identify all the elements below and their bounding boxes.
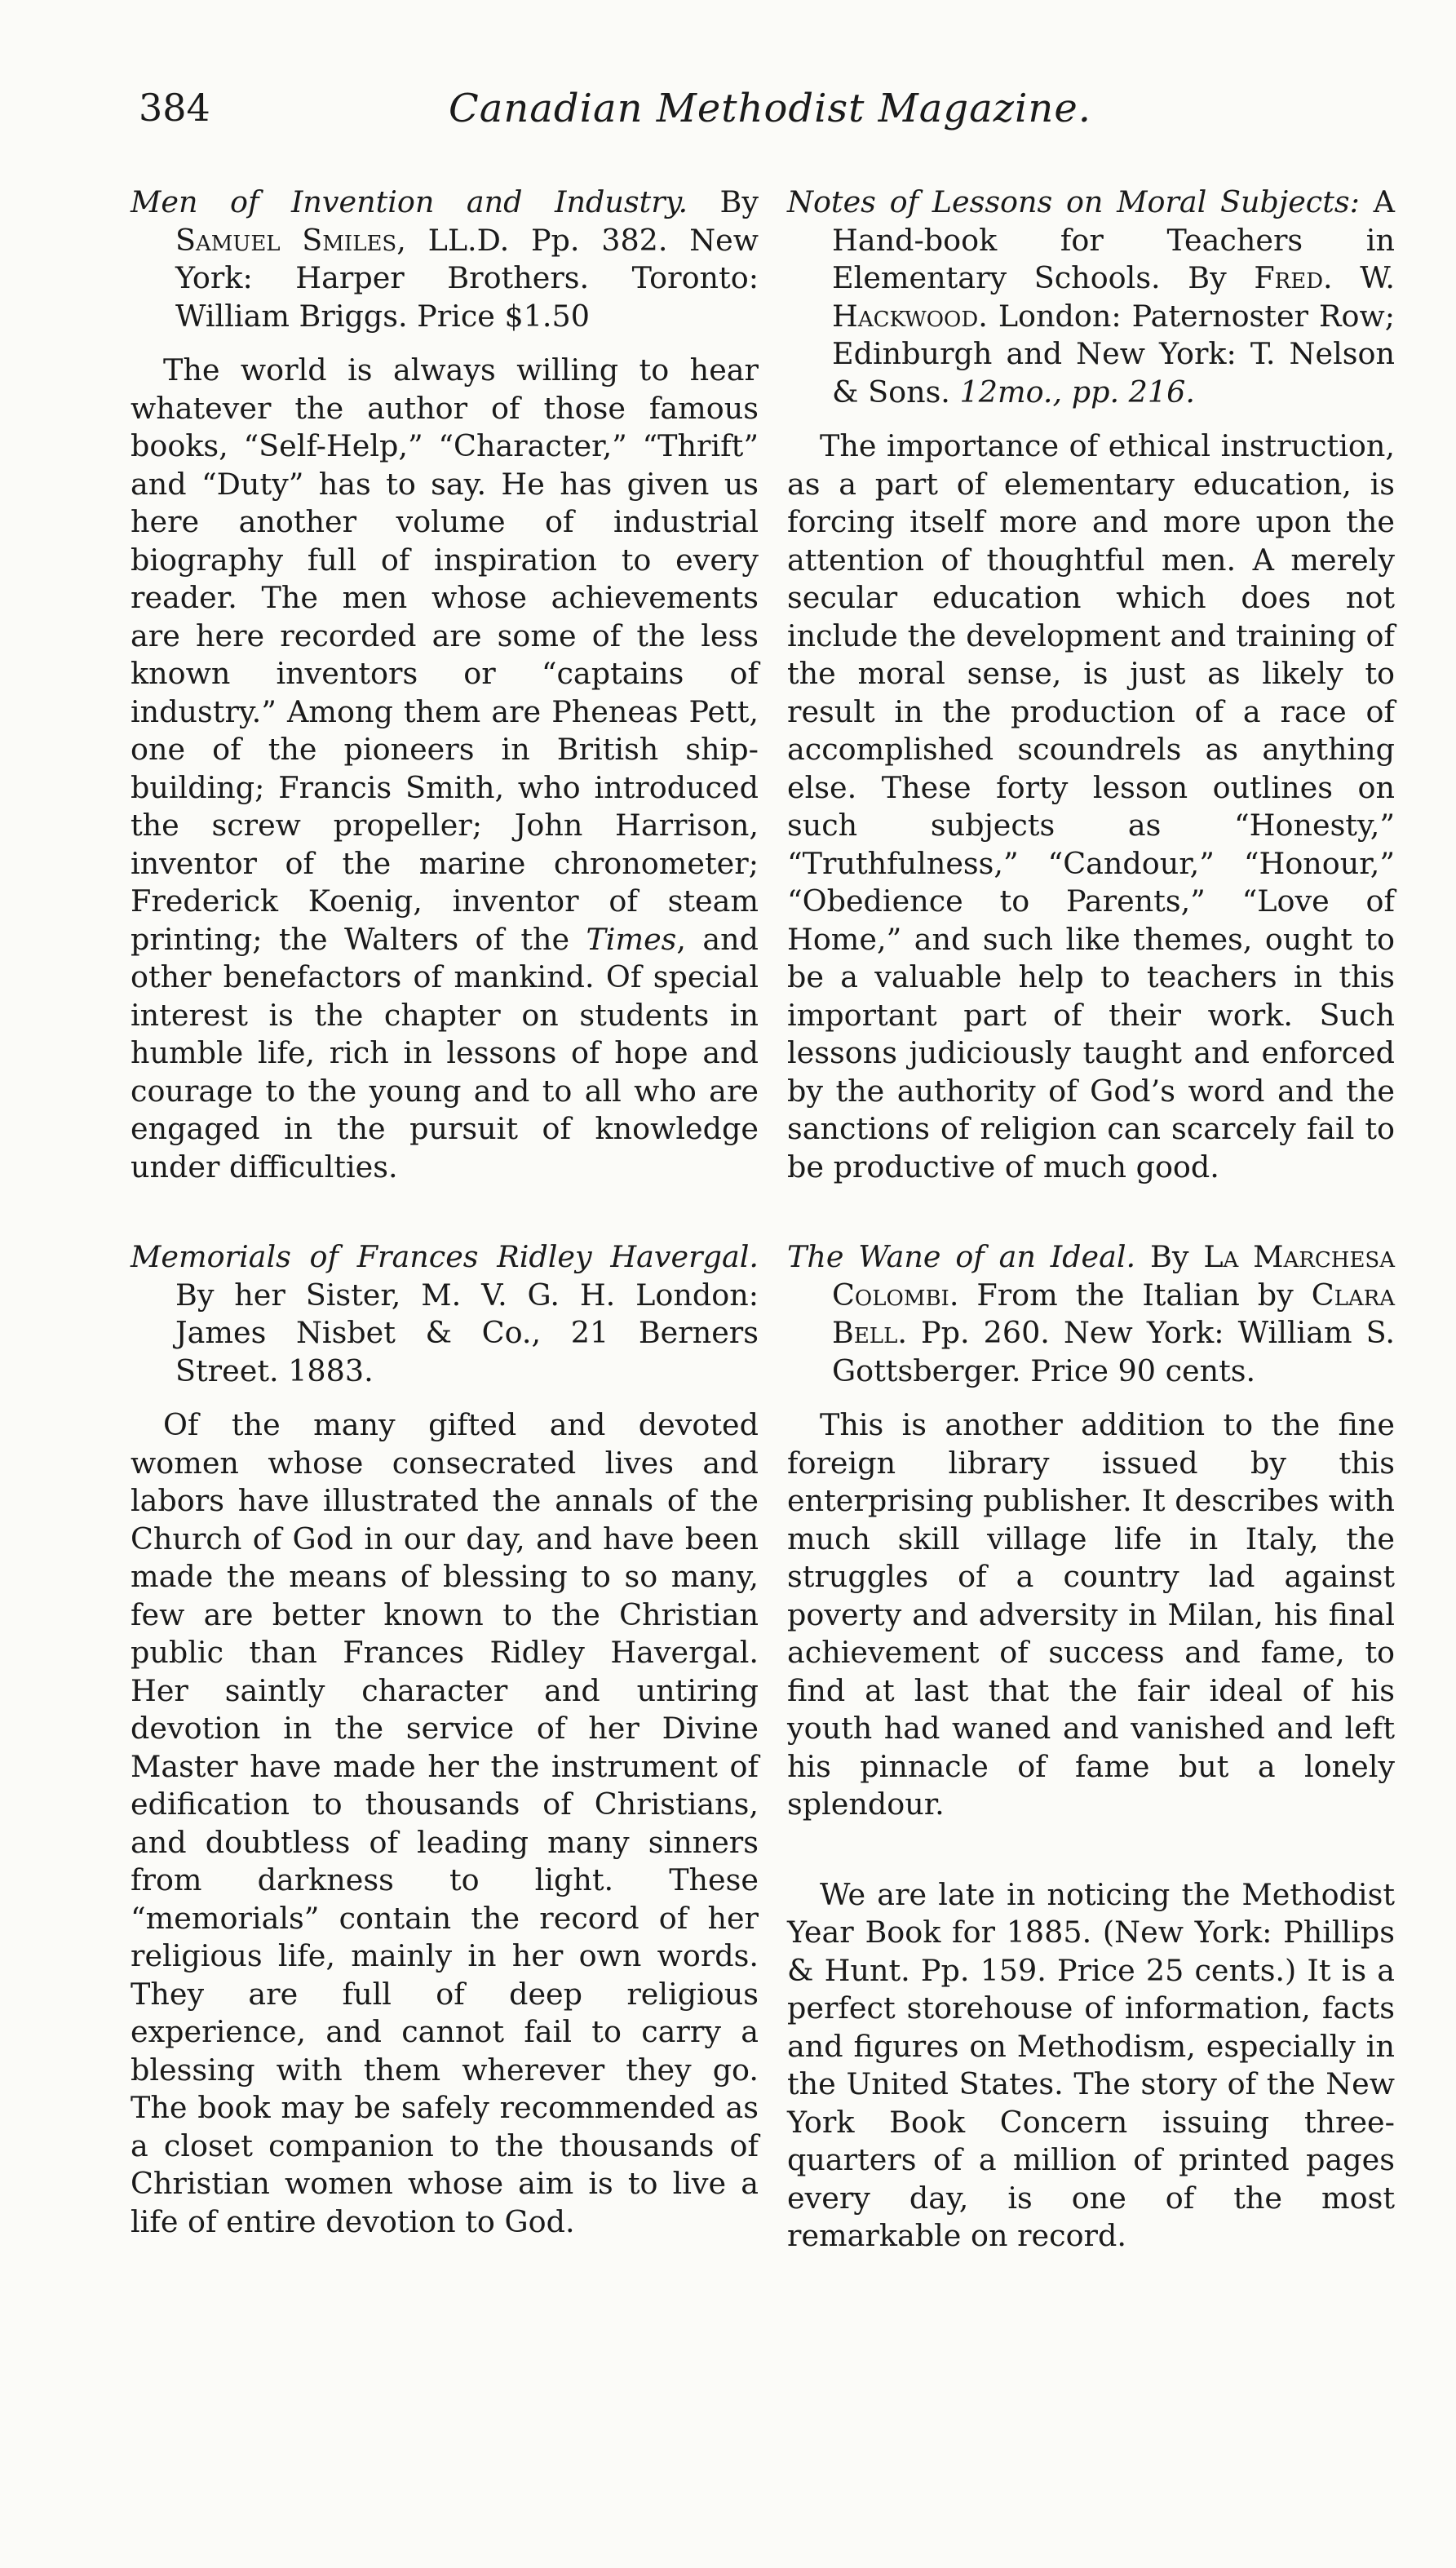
review-wane-of-an-ideal — [787, 1238, 1395, 1824]
book-subtitle: A Hand-book for Teachers in Elementary Schools. — [832, 184, 1395, 295]
book-title: Men of Invention and Industry. — [131, 184, 688, 219]
author-name: Samuel Smiles, LL.D. — [175, 222, 510, 258]
running-title: Canadian Methodist Magazine. — [449, 86, 1091, 131]
book-title: Memorials of Frances Ridley Havergal. — [131, 1239, 759, 1274]
book-title: Notes of Lessons on Moral Subjects: — [787, 184, 1360, 219]
author-name: M. V. G. H. — [421, 1277, 616, 1313]
notice-methodist-year-book — [787, 1876, 1395, 2256]
by-label: By her Sister, — [175, 1277, 401, 1313]
review-men-of-invention — [131, 184, 759, 1186]
imprint: Pp. 382. New York: Harper Brothers. Toronto: William Briggs. Price $1.50 — [175, 222, 759, 334]
author-name: Fred. W. Hackwood. — [832, 260, 1395, 334]
review-heading — [787, 184, 1395, 411]
review-text-continued: , and other benefactors of mankind. Of special interest is the chapter on students in humble life, rich in lessons of hope and courage to the young and to all who are engaged in the pursuit of knowledge under difficulties. — [131, 921, 759, 1184]
book-format: 12mo., pp. 216. — [959, 374, 1195, 410]
by-label: By — [1188, 260, 1227, 295]
by-label: By — [1150, 1239, 1189, 1274]
review-heading — [131, 184, 759, 335]
imprint: Pp. 260. New York: William S. Gottsberger. Price 90 cents. — [832, 1315, 1395, 1388]
page-number: 384 — [139, 86, 210, 130]
review-notes-of-lessons — [787, 184, 1395, 1186]
translator-name: Clara Bell. — [832, 1277, 1396, 1350]
review-text: The world is always willing to hear whatever the author of those famous books, “Self-Help,” “Character,” “Thrift” and “Duty” has to say. He has given us here another volume of industrial biography full of inspiration to every reader. The men whose achievements are here recorded are some of the less known inventors or “captains of industry.” Among them are Pheneas Pett, one of the pioneers in British ship-building; Francis Smith, who introduced the screw propeller; John Harrison, inventor of the marine chronometer; Frederick Koenig, inventor of steam printing; the Walters of the — [131, 352, 759, 957]
newspaper-title: Times — [586, 921, 677, 957]
left-column — [131, 184, 759, 2293]
review-body: The importance of ethical instruction, as a part of elementary education, is forcing itself more and more upon the attention of thoughtful men. A merely secular education which does not include the development and training of the moral sense, is just as likely to result in the production of a race of accomplished scoundrels as anything else. These forty lesson outlines on such subjects as “Honesty,” “Truthfulness,” “Candour,” “Honour,” “Obedience to Parents,” “Love of Home,” and such like themes, ought to be a valuable help to teachers in this important part of their work. Such lessons judiciously taught and enforced by the authority of God’s word and the sanctions of religion can scarcely fail to be productive of much good. — [787, 428, 1395, 1184]
by-label: By — [719, 184, 759, 219]
review-body: This is another addition to the fine foreign library issued by this enterprising publisher. It describes with much skill village life in Italy, the struggles of a country lad against poverty and adversity in Milan, his final achievement of success and fame, to find at last that the fair ideal of his youth had waned and vanished and left his pinnacle of fame but a lonely splendour. — [787, 1407, 1395, 1822]
book-title: The Wane of an Ideal. — [787, 1239, 1136, 1274]
review-havergal-memorials — [131, 1238, 759, 2241]
review-body: Of the many gifted and devoted women whose consecrated lives and labors have illustrated the annals of the Church of God in our day, and have been made the means of blessing to so many, few are better known to the Christian public than Frances Ridley Havergal. Her saintly character and untiring devotion in the service of her Divine Master have made her the instrument of edification to thousands of Christians, and doubtless of leading many sinners from darkness to light. These “memorials” contain the record of her religious life, mainly in her own words. They are full of deep religious experience, and cannot fail to carry a blessing with them wherever they go. The book may be safely recommended as a closet companion to the thousands of Christian women whose aim is to live a life of entire devotion to God. — [131, 1407, 759, 2239]
review-heading — [787, 1238, 1395, 1390]
imprint: London: James Nisbet & Co., 21 Berners Street. 1883. — [175, 1277, 759, 1388]
notice-text: We are late in noticing the Methodist Year Book for 1885. (New York: Phillips & Hunt. Pp. 159. Price 25 cents.) It is a perfect storehouse of information, facts and figures on Methodism, especially in the United States. The story of the New York Book Concern issuing three-quarters of a million of printed pages every day, is one of the most remarkable on record. — [787, 1876, 1395, 2253]
translator-prefix: From the Italian by — [976, 1277, 1294, 1313]
imprint: London: Paternoster Row; Edinburgh and New York: T. Nelson & Sons. — [832, 298, 1395, 410]
right-column — [787, 184, 1395, 2308]
review-body — [131, 352, 759, 1186]
author-name: La Marchesa Colombi. — [832, 1239, 1396, 1313]
page-header — [139, 86, 1101, 143]
review-heading — [131, 1238, 759, 1390]
